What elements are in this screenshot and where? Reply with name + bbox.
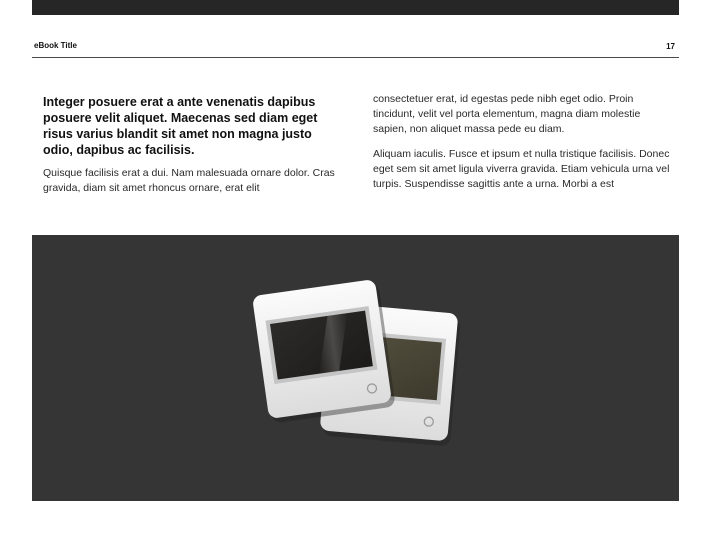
- top-bar: [32, 0, 679, 15]
- body-paragraph: Quisque facilisis erat a dui. Nam malesuada ornare dolor. Cras gravida, diam sit amet rhoncus ornare, erat elit: [43, 167, 335, 194]
- page-header: [32, 38, 679, 58]
- lead-paragraph: Integer posuere erat a ante venenatis dapibus posuere velit aliquet. Maecenas sed diam eget risus varius blandit sit amet non magna justo odio, dapibus ac facilisis.: [43, 95, 318, 157]
- front-slide: [252, 279, 396, 424]
- photo-slides-icon: [32, 235, 679, 501]
- left-column: [43, 94, 343, 206]
- page-number: 17: [666, 42, 675, 51]
- body-paragraph: Aliquam iaculis. Fusce et ipsum et nulla tristique facilisis. Donec eget sem sit amet ligula viverra gravida. Etiam vehicula urna vel turpis. Suspendisse sagittis ante a urna. Morbi a est: [373, 148, 670, 190]
- figure-panel: [32, 235, 679, 501]
- body-paragraph: consectetuer erat, id egestas pede nibh eget odio. Proin tincidunt, velit vel porta elementum, magna diam molestie sapien, non aliquet massa pede eu diam.: [373, 93, 641, 135]
- book-title: eBook Title: [34, 41, 77, 50]
- right-column: [373, 92, 673, 202]
